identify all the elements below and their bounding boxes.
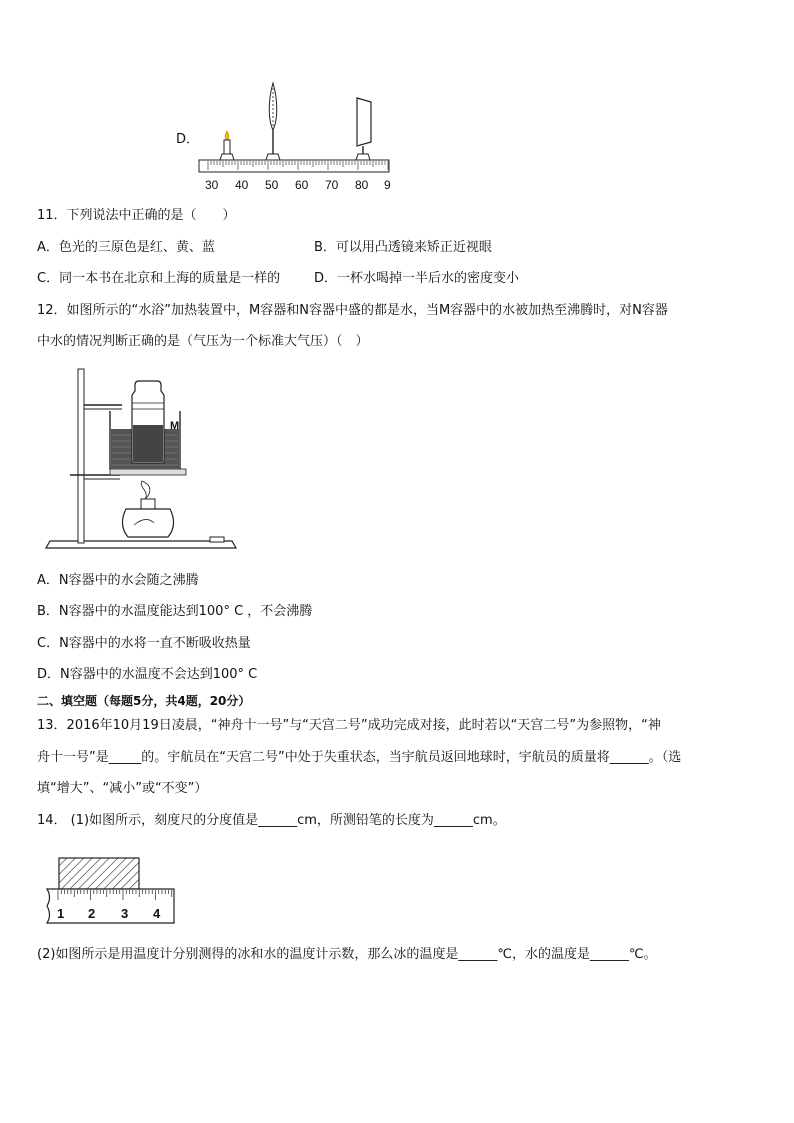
ruler-figure — [44, 855, 179, 927]
q11-option-c: C．同一本书在北京和上海的质量是一样的 — [37, 271, 281, 286]
tick-label: 70 — [325, 178, 339, 192]
ruler-number: 3 — [121, 906, 129, 921]
label-m: M — [170, 420, 180, 432]
q12-stem-line2: 中水的情况判断正确的是（气压为一个标准大气压）（ ） — [37, 334, 369, 349]
tick-label: 40 — [235, 178, 249, 192]
q13-line3: 填“增大”、“减小”或“不变”） — [37, 781, 208, 796]
n-container-water — [133, 425, 163, 462]
water-bath-figure — [40, 365, 240, 560]
q12-stem-line1: 12．如图所示的“水浴”加热装置中，M容器和N容器中盛的都是水，当M容器中的水被加热至沸腾时，对N容器 — [37, 303, 668, 318]
q11-option-a: A．色光的三原色是红、黄、蓝 — [37, 240, 215, 255]
q12-option-a: A．N容器中的水会随之沸腾 — [37, 573, 199, 588]
tick-label: 50 — [265, 178, 279, 192]
section-heading: 二、填空题（每题5分，共4题，20分） — [37, 694, 251, 708]
ruler-number: 1 — [57, 906, 65, 921]
q14-part1: 14． (1)如图所示，刻度尺的分度值是______cm，所测铅笔的长度为______cm。 — [37, 813, 506, 828]
optical-bench-figure — [195, 80, 395, 195]
q12-option-b: B．N容器中的水温度能达到100° C ，不会沸腾 — [37, 604, 313, 619]
label-n: N — [143, 416, 151, 428]
option-d-label: D． — [176, 132, 200, 147]
screen — [357, 98, 371, 146]
q13-line1: 13．2016年10月19日凌晨，“神舟十一号”与“天宫二号”成功完成对接，此时若以“天宫二号”为参照物，“神 — [37, 718, 661, 733]
q11-option-d: D．一杯水喝掉一半后水的密度变小 — [314, 271, 520, 286]
candle-flame — [225, 131, 229, 140]
q11-option-b: B．可以用凸透镜来矫正近视眼 — [314, 240, 492, 255]
tick-label: 60 — [295, 178, 309, 192]
tick-label: 9 — [384, 178, 391, 192]
q12-option-d: D．N容器中的水温度不会达到100° C — [37, 667, 258, 682]
q14-part2: (2)如图所示是用温度计分别测得的冰和水的温度计示数，那么冰的温度是______℃，水的温度是______℃。 — [37, 947, 657, 962]
lens — [269, 83, 277, 130]
candle — [224, 140, 230, 154]
bench-tick-labels — [205, 178, 391, 192]
q12-option-c: C．N容器中的水将一直不断吸收热量 — [37, 636, 251, 651]
q13-line2: 舟十一号”是_____的。宇航员在“天宫二号”中处于失重状态，当宇航员返回地球时，宇航员的质量将______。（选 — [37, 750, 682, 765]
ruler-number: 2 — [88, 906, 96, 921]
tick-label: 80 — [355, 178, 369, 192]
tick-label: 30 — [205, 178, 219, 192]
measured-object — [59, 858, 139, 889]
ruler-number: 4 — [153, 906, 161, 921]
q11-stem: 11．下列说法中正确的是（ ） — [37, 208, 236, 223]
